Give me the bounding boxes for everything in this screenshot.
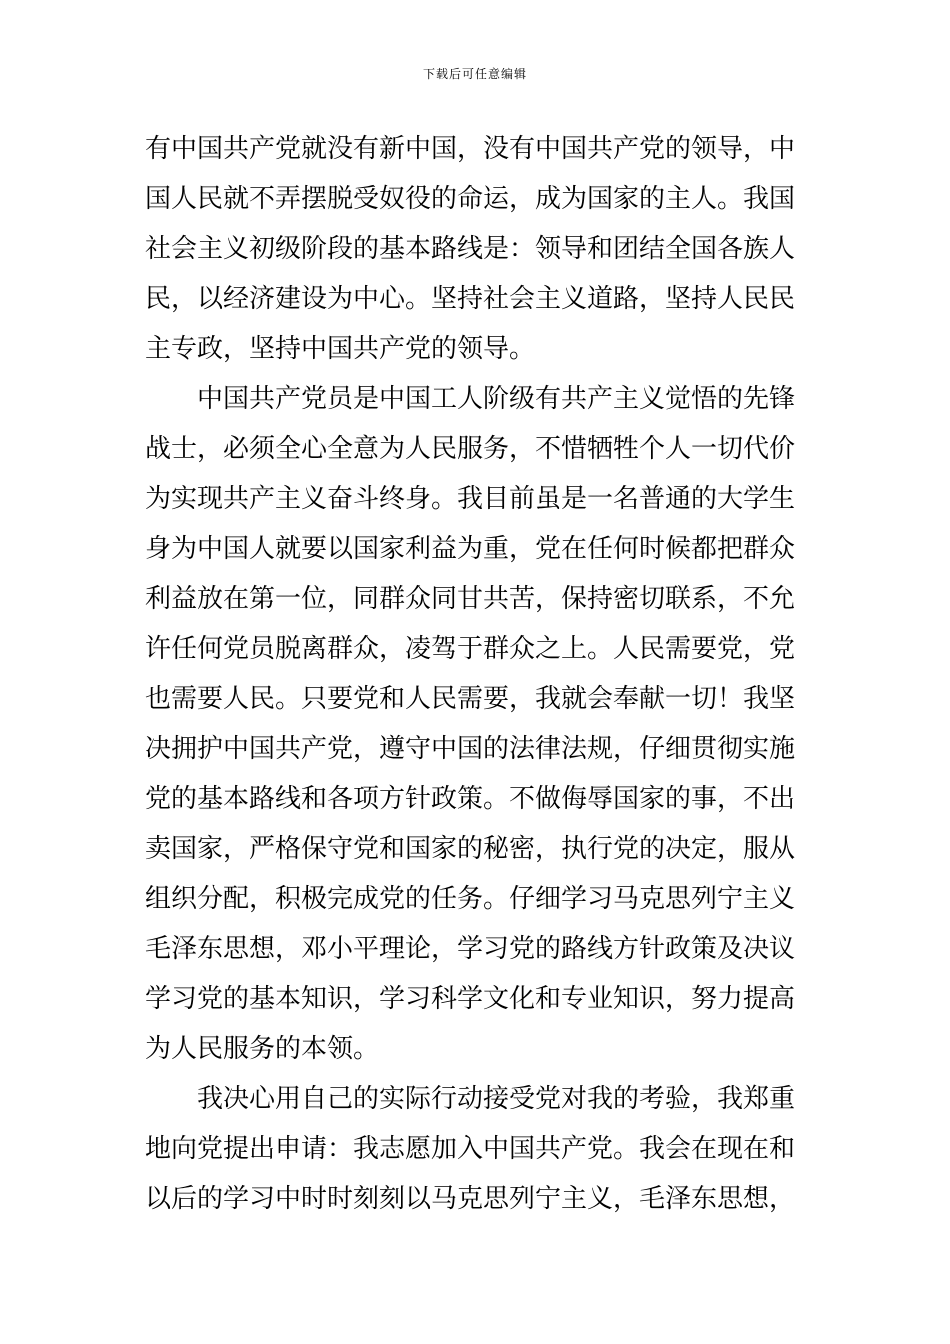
text-line: 学习党的基本知识，学习科学文化和专业知识，努力提高 [145, 984, 796, 1014]
text-line: 利益放在第一位，同群众同甘共苦，保持密切联系，不允 [145, 584, 796, 614]
text-line: 地向党提出申请：我志愿加入中国共产党。我会在现在和 [145, 1134, 796, 1164]
text-line: 也需要人民。只要党和人民需要，我就会奉献一切！我坚 [145, 684, 796, 714]
page-header: 下载后可任意编辑 [422, 67, 527, 81]
text-line: 战士，必须全心全意为人民服务，不惜牺牲个人一切代价 [145, 434, 796, 464]
text-line: 为人民服务的本领。 [145, 1034, 380, 1064]
text-line: 以后的学习中时时刻刻以马克思列宁主义，毛泽东思想， [145, 1184, 796, 1214]
text-line: 组织分配，积极完成党的任务。仔细学习马克思列宁主义 [145, 884, 796, 914]
text-line: 许任何党员脱离群众，凌驾于群众之上。人民需要党，党 [145, 634, 796, 664]
text-line: 毛泽东思想，邓小平理论，学习党的路线方针政策及决议 [145, 934, 796, 964]
text-line: 党的基本路线和各项方针政策。不做侮辱国家的事，不出 [145, 784, 796, 814]
text-line: 有中国共产党就没有新中国，没有中国共产党的领导，中 [145, 134, 796, 164]
paragraph-first-line: 中国共产党员是中国工人阶级有共产主义觉悟的先锋 [197, 384, 796, 414]
text-line: 决拥护中国共产党，遵守中国的法律法规，仔细贯彻实施 [145, 734, 796, 764]
text-line: 主专政，坚持中国共产党的领导。 [145, 334, 536, 364]
text-line: 卖国家，严格保守党和国家的秘密，执行党的决定，服从 [145, 834, 796, 864]
text-line: 国人民就不弄摆脱受奴役的命运，成为国家的主人。我国 [145, 184, 796, 214]
paragraph-first-line: 我决心用自己的实际行动接受党对我的考验，我郑重 [197, 1084, 796, 1114]
text-line: 身为中国人就要以国家利益为重，党在任何时候都把群众 [145, 534, 796, 564]
text-line: 社会主义初级阶段的基本路线是：领导和团结全国各族人 [145, 234, 796, 264]
text-line: 民，以经济建设为中心。坚持社会主义道路，坚持人民民 [145, 284, 796, 314]
text-line: 为实现共产主义奋斗终身。我目前虽是一名普通的大学生 [145, 484, 796, 514]
